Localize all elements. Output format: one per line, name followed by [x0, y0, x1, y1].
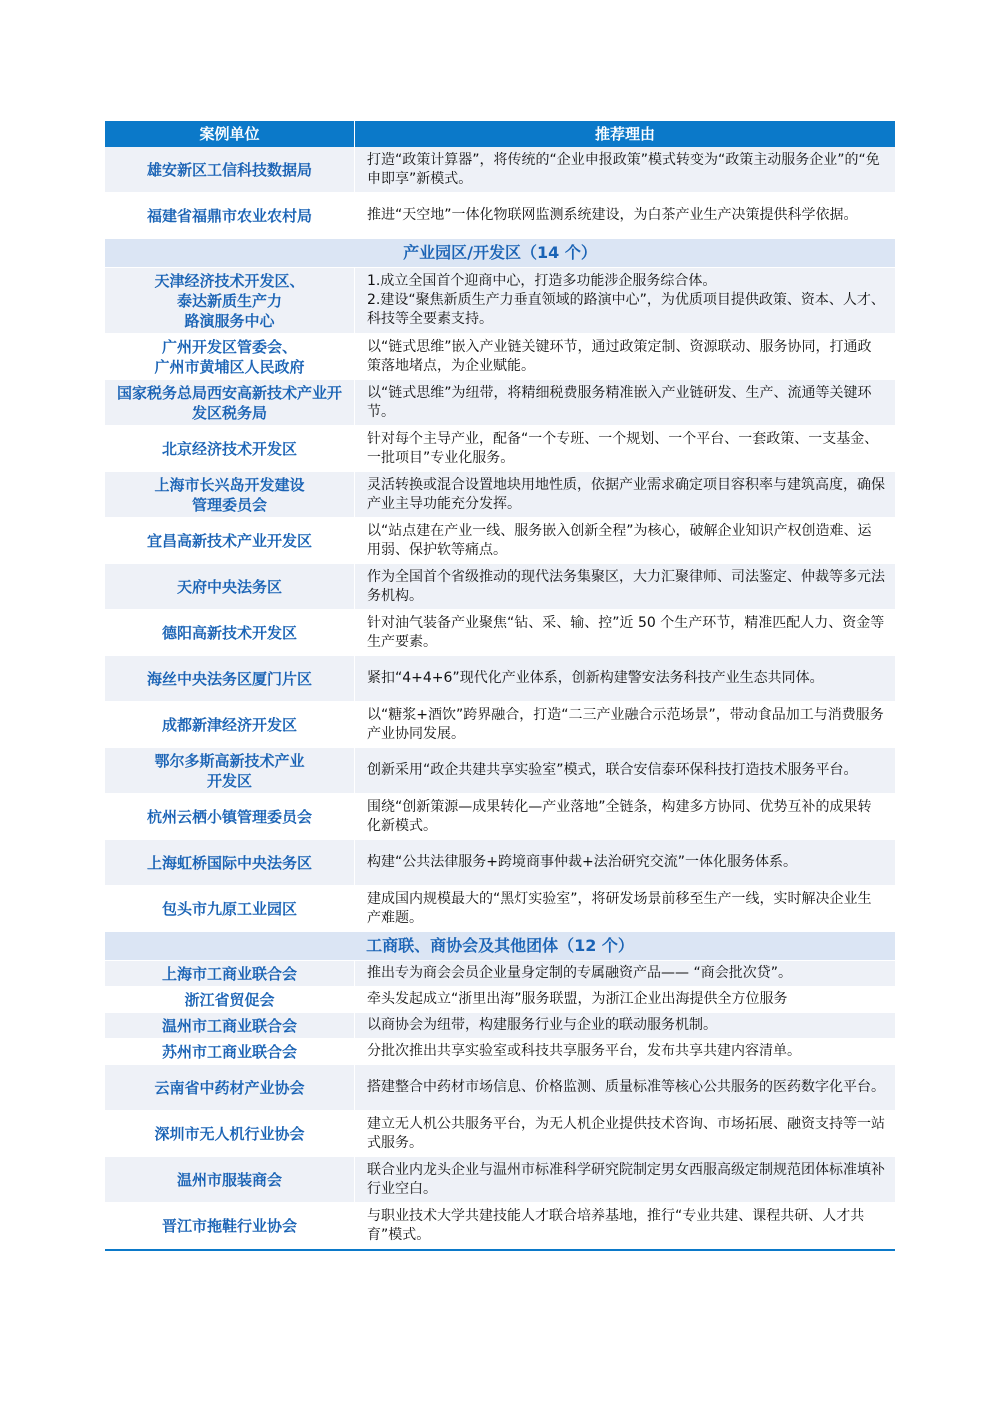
- case-reason-text: 联合业内龙头企业与温州市标准科学研究院制定男女西服高级定制规范团体标准填补行业空白。: [367, 1161, 885, 1197]
- table-row: [105, 426, 895, 472]
- table-row: [105, 1013, 895, 1039]
- table-row: [105, 702, 895, 748]
- table-row: [105, 147, 895, 193]
- table-row: [105, 334, 895, 380]
- case-unit: 天府中央法务区: [105, 564, 355, 609]
- case-unit: 温州市服装商会: [105, 1157, 355, 1202]
- table-row: [105, 840, 895, 886]
- case-reason-text: 分批次推出共享实验室或科技共享服务平台，发布共享共建内容清单。: [367, 1043, 801, 1059]
- case-reason: [355, 886, 895, 931]
- table-row: [105, 656, 895, 702]
- case-reason: [355, 426, 895, 471]
- header-unit: 案例单位: [105, 121, 355, 147]
- case-reason: [355, 748, 895, 793]
- case-reason-text: 与职业技术大学共建技能人才联合培养基地，推行“专业共建、课程共研、人才共育”模式。: [367, 1207, 865, 1243]
- case-table: [105, 121, 895, 1251]
- case-unit: 上海市工商业联合会: [105, 961, 355, 986]
- case-reason: [355, 1111, 895, 1156]
- case-unit: 宜昌高新技术产业开发区: [105, 518, 355, 563]
- case-reason-text: 以“站点建在产业一线、服务嵌入创新全程”为核心，破解企业知识产权创造难、运用弱、保护软等痛点。: [367, 522, 872, 558]
- case-reason-text: 推出专为商会会员企业量身定制的专属融资产品—— “商会批次贷”。: [367, 965, 792, 981]
- table-row: [105, 987, 895, 1013]
- table-row: [105, 886, 895, 932]
- table-row: [105, 794, 895, 840]
- table-row: [105, 268, 895, 334]
- case-reason: [355, 610, 895, 655]
- case-unit: 北京经济技术开发区: [105, 426, 355, 471]
- case-reason: [355, 564, 895, 609]
- table-header: [105, 121, 895, 147]
- case-reason: [355, 1039, 895, 1064]
- case-reason: [355, 656, 895, 701]
- case-reason: [355, 380, 895, 425]
- table-row: [105, 1157, 895, 1203]
- case-unit: 上海虹桥国际中央法务区: [105, 840, 355, 885]
- case-unit: 天津经济技术开发区、 泰达新质生产力 路演服务中心: [105, 268, 355, 333]
- case-reason-text: 搭建整合中药材市场信息、价格监测、质量标准等核心公共服务的医药数字化平台。: [367, 1079, 885, 1095]
- case-unit: 云南省中药材产业协会: [105, 1065, 355, 1110]
- case-reason: [355, 472, 895, 517]
- case-unit: 海丝中央法务区厦门片区: [105, 656, 355, 701]
- section-title-parks: 产业园区/开发区（14 个）: [105, 239, 895, 268]
- case-unit: 晋江市拖鞋行业协会: [105, 1203, 355, 1248]
- table-row: [105, 564, 895, 610]
- case-reason: [355, 987, 895, 1012]
- case-reason-text: 1.成立全国首个迎商中心，打造多功能涉企服务综合体。 2.建设“聚焦新质生产力垂直领域的路演中心”，为优质项目提供政策、资本、人才、科技等全要素支持。: [367, 273, 885, 327]
- group-parks: [105, 268, 895, 932]
- table-row: [105, 961, 895, 987]
- case-reason-text: 针对油气装备产业聚焦“钻、采、输、控”近 50 个生产环节，精准匹配人力、资金等生产要素。: [367, 614, 885, 650]
- table-row: [105, 472, 895, 518]
- case-reason: [355, 1013, 895, 1038]
- case-unit: 国家税务总局西安高新技术产业开发区税务局: [105, 380, 355, 425]
- case-reason: [355, 702, 895, 747]
- case-reason-text: 牵头发起成立“浙里出海”服务联盟，为浙江企业出海提供全方位服务: [367, 991, 788, 1007]
- case-reason: [355, 1157, 895, 1202]
- case-reason-text: 围绕“创新策源—成果转化—产业落地”全链条，构建多方协同、优势互补的成果转化新模式。: [367, 798, 872, 834]
- case-unit: 德阳高新技术开发区: [105, 610, 355, 655]
- section-title-associations: 工商联、商协会及其他团体（12 个）: [105, 932, 895, 961]
- case-reason: [355, 193, 895, 238]
- case-unit: 深圳市无人机行业协会: [105, 1111, 355, 1156]
- case-reason: [355, 147, 895, 192]
- case-unit: 广州开发区管委会、 广州市黄埔区人民政府: [105, 334, 355, 379]
- table-bottom-rule: [105, 1249, 895, 1251]
- case-unit: 温州市工商业联合会: [105, 1013, 355, 1038]
- table-row: [105, 1065, 895, 1111]
- table-row: [105, 380, 895, 426]
- case-reason-text: 打造“政策计算器”，将传统的“企业申报政策”模式转变为“政策主动服务企业”的“免申即享”新模式。: [367, 151, 880, 187]
- case-reason: [355, 794, 895, 839]
- table-row: [105, 610, 895, 656]
- case-reason: [355, 961, 895, 986]
- case-unit: 浙江省贸促会: [105, 987, 355, 1012]
- case-unit: 苏州市工商业联合会: [105, 1039, 355, 1064]
- case-reason-text: 紧扣“4+4+6”现代化产业体系，创新构建警安法务科技产业生态共同体。: [367, 670, 824, 686]
- case-reason-text: 构建“公共法律服务+跨境商事仲裁+法治研究交流”一体化服务体系。: [367, 854, 797, 870]
- table-row: [105, 748, 895, 794]
- case-unit: 雄安新区工信科技数据局: [105, 147, 355, 192]
- case-reason-text: 创新采用“政企共建共享实验室”模式，联合安信泰环保科技打造技术服务平台。: [367, 762, 858, 778]
- table-row: [105, 1039, 895, 1065]
- case-reason-text: 以“链式思维”嵌入产业链关键环节，通过政策定制、资源联动、服务协同，打通政策落地堵点，为企业赋能。: [367, 338, 872, 374]
- case-reason: [355, 1065, 895, 1110]
- case-unit: 包头市九原工业园区: [105, 886, 355, 931]
- group-associations: [105, 961, 895, 1249]
- case-reason-text: 以“链式思维”为纽带，将精细税费服务精准嵌入产业链研发、生产、流通等关键环节。: [367, 384, 872, 420]
- case-reason-text: 推进“天空地”一体化物联网监测系统建设，为白茶产业生产决策提供科学依据。: [367, 207, 858, 223]
- table-row: [105, 1203, 895, 1249]
- case-unit: 成都新津经济开发区: [105, 702, 355, 747]
- case-reason-text: 作为全国首个省级推动的现代法务集聚区，大力汇聚律师、司法鉴定、仲裁等多元法务机构。: [367, 568, 885, 604]
- case-reason-text: 灵活转换或混合设置地块用地性质，依据产业需求确定项目容积率与建筑高度，确保产业主导功能充分发挥。: [367, 476, 885, 512]
- case-reason: [355, 268, 895, 333]
- case-reason: [355, 840, 895, 885]
- table-row: [105, 518, 895, 564]
- case-reason-text: 针对每个主导产业，配备“一个专班、一个规划、一个平台、一套政策、一支基金、一批项目”专业化服务。: [367, 430, 879, 466]
- case-reason-text: 建立无人机公共服务平台，为无人机企业提供技术咨询、市场拓展、融资支持等一站式服务。: [367, 1115, 885, 1151]
- case-reason-text: 以商协会为纽带，构建服务行业与企业的联动服务机制。: [367, 1017, 717, 1033]
- table-row: [105, 1111, 895, 1157]
- case-unit: 鄂尔多斯高新技术产业 开发区: [105, 748, 355, 793]
- case-reason: [355, 334, 895, 379]
- case-reason: [355, 518, 895, 563]
- case-unit: 杭州云栖小镇管理委员会: [105, 794, 355, 839]
- case-reason-text: 以“糖浆+酒饮”跨界融合，打造“二三产业融合示范场景”，带动食品加工与消费服务产业协同发展。: [367, 706, 884, 742]
- case-unit: 福建省福鼎市农业农村局: [105, 193, 355, 238]
- header-reason: 推荐理由: [594, 125, 655, 143]
- case-reason: [355, 1203, 895, 1248]
- table-row: [105, 193, 895, 239]
- group-government: [105, 147, 895, 239]
- case-unit: 上海市长兴岛开发建设 管理委员会: [105, 472, 355, 517]
- case-reason-text: 建成国内规模最大的“黑灯实验室”，将研发场景前移至生产一线，实时解决企业生产难题。: [367, 890, 872, 926]
